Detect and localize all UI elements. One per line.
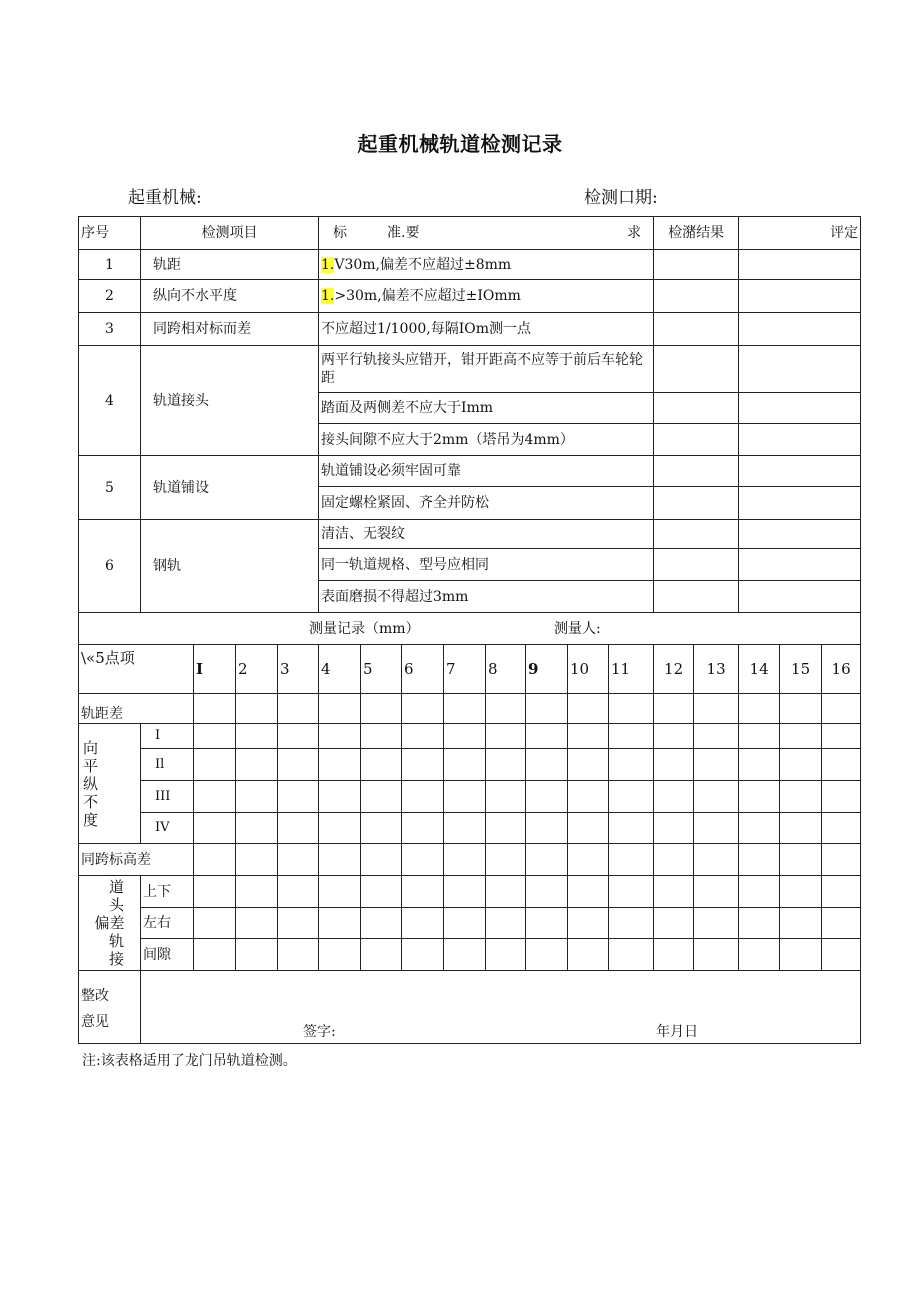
data-cell[interactable]	[526, 813, 568, 844]
span-diff-label: 同跨标高差	[79, 844, 194, 876]
point-header: 15	[780, 645, 822, 694]
rating-cell[interactable]	[739, 280, 861, 313]
data-cell[interactable]	[444, 939, 486, 971]
points-corner-label: \«5点项	[79, 645, 194, 694]
rectify-row	[79, 971, 861, 1044]
point-header: I	[194, 645, 236, 694]
point-header: 16	[822, 645, 861, 694]
data-cell[interactable]	[402, 749, 444, 781]
rating-cell[interactable]	[739, 393, 861, 424]
data-cell[interactable]	[361, 781, 402, 813]
col-standard-header	[319, 217, 654, 250]
result-cell[interactable]	[654, 313, 739, 346]
data-cell[interactable]	[780, 749, 822, 781]
measure-title-row	[79, 613, 861, 645]
joint-label-char: 轨	[108, 932, 124, 950]
data-cell[interactable]	[609, 781, 654, 813]
data-cell[interactable]	[486, 749, 526, 781]
row-standard: 轨道铺设必须牢固可靠	[319, 456, 654, 487]
gauge-diff-label: 轨距差	[79, 694, 194, 724]
point-header: 6	[402, 645, 444, 694]
data-cell[interactable]	[654, 844, 694, 876]
data-cell[interactable]	[194, 876, 236, 908]
data-cell[interactable]	[194, 724, 236, 749]
data-cell[interactable]	[402, 876, 444, 908]
level-label-char: 不	[83, 792, 99, 811]
data-cell[interactable]	[822, 939, 861, 971]
data-cell[interactable]	[526, 694, 568, 724]
data-cell[interactable]	[486, 694, 526, 724]
data-cell[interactable]	[361, 844, 402, 876]
level-sub-label: IV	[141, 813, 194, 844]
point-header: 12	[654, 645, 694, 694]
data-cell[interactable]	[609, 724, 654, 749]
data-cell[interactable]	[780, 844, 822, 876]
data-cell[interactable]	[278, 749, 319, 781]
data-cell[interactable]	[402, 781, 444, 813]
rating-cell[interactable]	[739, 424, 861, 456]
data-cell[interactable]	[694, 876, 739, 908]
data-cell[interactable]	[278, 844, 319, 876]
data-cell[interactable]	[278, 876, 319, 908]
sign-label: 签字:	[303, 1024, 336, 1040]
gauge-diff-row	[79, 694, 861, 724]
level-row	[79, 781, 861, 813]
data-cell[interactable]	[609, 749, 654, 781]
data-cell[interactable]	[402, 813, 444, 844]
point-header: 2	[236, 645, 278, 694]
row-standard: 两平行轨接头应错开，钳开距高不应等于前后车轮轮距	[319, 346, 654, 393]
data-cell[interactable]	[486, 724, 526, 749]
row-standard: 固定螺栓紧固、齐全并防松	[319, 487, 654, 520]
data-cell[interactable]	[402, 844, 444, 876]
data-cell[interactable]	[739, 749, 780, 781]
data-cell[interactable]	[568, 749, 609, 781]
data-cell[interactable]	[278, 781, 319, 813]
row-no: 1	[79, 250, 141, 280]
row-standard: 清洁、无裂纹	[319, 520, 654, 549]
data-cell[interactable]	[402, 724, 444, 749]
std-header-a: 标	[333, 225, 347, 241]
joint-row	[79, 908, 861, 939]
rating-cell[interactable]	[739, 487, 861, 520]
row-no: 5	[79, 456, 141, 520]
data-cell[interactable]	[654, 781, 694, 813]
highlight-mark: 1.	[321, 256, 335, 273]
data-cell[interactable]	[822, 749, 861, 781]
data-cell[interactable]	[319, 694, 361, 724]
data-cell[interactable]	[822, 724, 861, 749]
data-cell[interactable]	[236, 694, 278, 724]
data-cell[interactable]	[402, 939, 444, 971]
data-cell[interactable]	[654, 939, 694, 971]
data-cell[interactable]	[780, 724, 822, 749]
data-cell[interactable]	[236, 781, 278, 813]
data-cell[interactable]	[194, 813, 236, 844]
data-cell[interactable]	[486, 844, 526, 876]
data-cell[interactable]	[319, 876, 361, 908]
rectify-label-line: 意见	[81, 1014, 109, 1030]
result-cell[interactable]	[654, 456, 739, 487]
data-cell[interactable]	[609, 694, 654, 724]
data-cell[interactable]	[236, 749, 278, 781]
data-cell[interactable]	[654, 724, 694, 749]
data-cell[interactable]	[361, 694, 402, 724]
level-label-char: 平	[83, 756, 99, 775]
joint-sub-label: 左右	[141, 908, 194, 939]
point-header: 4	[319, 645, 361, 694]
data-cell[interactable]	[739, 694, 780, 724]
measure-person-label: 测量人:	[554, 620, 601, 637]
data-cell[interactable]	[654, 908, 694, 939]
data-cell[interactable]	[526, 724, 568, 749]
data-cell[interactable]	[278, 694, 319, 724]
data-cell[interactable]	[444, 813, 486, 844]
level-row	[79, 724, 861, 749]
row-item: 同跨相对标而差	[141, 313, 319, 346]
data-cell[interactable]	[444, 844, 486, 876]
level-row	[79, 749, 861, 781]
data-cell[interactable]	[444, 908, 486, 939]
data-cell[interactable]	[444, 694, 486, 724]
data-cell[interactable]	[236, 908, 278, 939]
data-cell[interactable]	[822, 844, 861, 876]
row-no: 4	[79, 346, 141, 456]
table-row	[79, 280, 861, 313]
footer-note: 注:该表格适用了龙门吊轨道检测。	[82, 1053, 297, 1069]
data-cell[interactable]	[739, 781, 780, 813]
joint-label-char: 头	[108, 896, 124, 914]
data-cell[interactable]	[194, 908, 236, 939]
col-item-header: 检测项目	[141, 217, 319, 250]
date-fields: 年月日	[656, 1024, 699, 1040]
data-cell[interactable]	[568, 724, 609, 749]
level-label-char: 度	[83, 810, 99, 829]
data-cell[interactable]	[654, 876, 694, 908]
result-cell[interactable]	[654, 520, 739, 549]
data-cell[interactable]	[694, 813, 739, 844]
col-result-header: 检潴结果	[654, 217, 739, 250]
point-header: 9	[526, 645, 568, 694]
data-cell[interactable]	[694, 939, 739, 971]
data-cell[interactable]	[780, 939, 822, 971]
inspection-table	[78, 216, 861, 1044]
point-header: 13	[694, 645, 739, 694]
data-cell[interactable]	[194, 694, 236, 724]
row-no: 2	[79, 280, 141, 313]
data-cell[interactable]	[361, 876, 402, 908]
data-cell[interactable]	[568, 694, 609, 724]
data-cell[interactable]	[568, 876, 609, 908]
data-cell[interactable]	[694, 908, 739, 939]
result-cell[interactable]	[654, 280, 739, 313]
point-header: 8	[486, 645, 526, 694]
data-cell[interactable]	[780, 694, 822, 724]
data-cell[interactable]	[194, 844, 236, 876]
data-cell[interactable]	[822, 908, 861, 939]
data-cell[interactable]	[402, 694, 444, 724]
data-cell[interactable]	[236, 724, 278, 749]
table-row	[79, 250, 861, 280]
data-cell[interactable]	[361, 908, 402, 939]
data-cell[interactable]	[194, 939, 236, 971]
data-cell[interactable]	[526, 844, 568, 876]
point-header: 3	[278, 645, 319, 694]
data-cell[interactable]	[654, 694, 694, 724]
data-cell[interactable]	[236, 844, 278, 876]
joint-label-char: 接	[108, 950, 124, 968]
data-cell[interactable]	[236, 813, 278, 844]
data-cell[interactable]	[694, 724, 739, 749]
joint-label-char: 偏差	[94, 914, 125, 932]
data-cell[interactable]	[780, 876, 822, 908]
row-standard	[319, 250, 654, 280]
table-row	[79, 456, 861, 487]
span-diff-row	[79, 844, 861, 876]
rating-cell[interactable]	[739, 313, 861, 346]
data-cell[interactable]	[444, 749, 486, 781]
data-cell[interactable]	[319, 939, 361, 971]
data-cell[interactable]	[526, 939, 568, 971]
col-no-header: 序号	[79, 217, 141, 250]
data-cell[interactable]	[361, 724, 402, 749]
data-cell[interactable]	[568, 813, 609, 844]
result-cell[interactable]	[654, 581, 739, 613]
data-cell[interactable]	[609, 813, 654, 844]
row-standard: 表面磨损不得超过3mm	[319, 581, 654, 613]
data-cell[interactable]	[780, 813, 822, 844]
joint-sub-label: 间隙	[141, 939, 194, 971]
data-cell[interactable]	[609, 876, 654, 908]
result-cell[interactable]	[654, 424, 739, 456]
std-header-c: 求	[627, 225, 642, 241]
level-sub-label: I	[141, 724, 194, 749]
table-header-row	[79, 217, 861, 250]
level-label-char: 向	[83, 738, 99, 757]
data-cell[interactable]	[361, 813, 402, 844]
data-cell[interactable]	[694, 844, 739, 876]
row-standard: 踏面及两侧差不应大于Imm	[319, 393, 654, 424]
data-cell[interactable]	[609, 939, 654, 971]
level-sub-label: III	[141, 781, 194, 813]
data-cell[interactable]	[278, 813, 319, 844]
data-cell[interactable]	[694, 749, 739, 781]
data-cell[interactable]	[278, 939, 319, 971]
data-cell[interactable]	[194, 749, 236, 781]
data-cell[interactable]	[568, 908, 609, 939]
data-cell[interactable]	[526, 781, 568, 813]
data-cell[interactable]	[739, 908, 780, 939]
joint-row	[79, 876, 861, 908]
data-cell[interactable]	[822, 694, 861, 724]
result-cell[interactable]	[654, 549, 739, 581]
col-rating-header: 评定	[739, 217, 861, 250]
joint-label-char: 道	[108, 878, 124, 896]
data-cell[interactable]	[568, 781, 609, 813]
data-cell[interactable]	[739, 813, 780, 844]
data-cell[interactable]	[822, 813, 861, 844]
table-row	[79, 346, 861, 393]
data-cell[interactable]	[739, 724, 780, 749]
rating-cell[interactable]	[739, 250, 861, 280]
data-cell[interactable]	[739, 844, 780, 876]
data-cell[interactable]	[654, 813, 694, 844]
data-cell[interactable]	[486, 939, 526, 971]
row-no: 6	[79, 520, 141, 613]
data-cell[interactable]	[568, 939, 609, 971]
rating-cell[interactable]	[739, 581, 861, 613]
data-cell[interactable]	[609, 908, 654, 939]
rectify-label-line: 整改	[81, 988, 109, 1004]
point-header: 7	[444, 645, 486, 694]
point-header: 5	[361, 645, 402, 694]
point-header: 11	[609, 645, 654, 694]
row-item: 纵向不水平度	[141, 280, 319, 313]
row-standard: 同一轨道规格、型号应相同	[319, 549, 654, 581]
data-cell[interactable]	[402, 908, 444, 939]
rating-cell[interactable]	[739, 520, 861, 549]
data-cell[interactable]	[694, 781, 739, 813]
data-cell[interactable]	[319, 908, 361, 939]
data-cell[interactable]	[319, 844, 361, 876]
data-cell[interactable]	[361, 939, 402, 971]
point-header: 14	[739, 645, 780, 694]
level-label-char: 纵	[83, 774, 99, 793]
data-cell[interactable]	[526, 876, 568, 908]
rating-cell[interactable]	[739, 456, 861, 487]
data-cell[interactable]	[319, 724, 361, 749]
data-cell[interactable]	[361, 749, 402, 781]
result-cell[interactable]	[654, 393, 739, 424]
rectify-label	[79, 971, 141, 1044]
date-label: 检测口期:	[584, 188, 658, 208]
row-no: 3	[79, 313, 141, 346]
data-cell[interactable]	[278, 908, 319, 939]
data-cell[interactable]	[822, 781, 861, 813]
rating-cell[interactable]	[739, 549, 861, 581]
row-item: 钢轨	[141, 520, 319, 613]
level-sub-label: Il	[141, 749, 194, 781]
joint-row	[79, 939, 861, 971]
rectify-cell[interactable]	[141, 971, 861, 1044]
result-cell[interactable]	[654, 487, 739, 520]
data-cell[interactable]	[780, 908, 822, 939]
std-header-b: 准.要	[387, 225, 420, 241]
data-cell[interactable]	[486, 908, 526, 939]
data-cell[interactable]	[526, 749, 568, 781]
standard-text: >30m,偏差不应超过±IOmm	[334, 288, 521, 304]
row-item: 轨道铺设	[141, 456, 319, 520]
measure-title-cell	[79, 613, 861, 645]
result-cell[interactable]	[654, 250, 739, 280]
result-cell[interactable]	[654, 346, 739, 393]
level-row	[79, 813, 861, 844]
crane-label: 起重机械:	[128, 188, 202, 208]
level-group-label	[79, 724, 141, 844]
point-header: 10	[568, 645, 609, 694]
measure-title: 测量记录（mm）	[309, 620, 420, 637]
data-cell[interactable]	[444, 724, 486, 749]
rating-cell[interactable]	[739, 346, 861, 393]
page-title: 起重机械轨道检测记录	[357, 132, 563, 156]
data-cell[interactable]	[486, 876, 526, 908]
data-cell[interactable]	[444, 781, 486, 813]
row-standard	[319, 280, 654, 313]
standard-text: V30m,偏差不应超过±8mm	[334, 256, 512, 273]
data-cell[interactable]	[444, 876, 486, 908]
joint-group-label	[79, 876, 141, 971]
data-cell[interactable]	[319, 781, 361, 813]
data-cell[interactable]	[486, 813, 526, 844]
table-row	[79, 520, 861, 549]
data-cell[interactable]	[319, 813, 361, 844]
data-cell[interactable]	[568, 844, 609, 876]
data-cell[interactable]	[194, 781, 236, 813]
data-cell[interactable]	[780, 781, 822, 813]
row-standard: 不应超过1/1000,每隔IOm测一点	[319, 313, 654, 346]
joint-sub-label: 上下	[141, 876, 194, 908]
data-cell[interactable]	[694, 694, 739, 724]
row-item: 轨距	[141, 250, 319, 280]
row-standard: 接头间隙不应大于2mm（塔吊为4mm）	[319, 424, 654, 456]
data-cell[interactable]	[319, 749, 361, 781]
data-cell[interactable]	[822, 876, 861, 908]
table-row	[79, 313, 861, 346]
data-cell[interactable]	[739, 876, 780, 908]
data-cell[interactable]	[526, 908, 568, 939]
data-cell[interactable]	[739, 939, 780, 971]
data-cell[interactable]	[236, 876, 278, 908]
data-cell[interactable]	[486, 781, 526, 813]
points-header-row	[79, 645, 861, 694]
data-cell[interactable]	[609, 844, 654, 876]
data-cell[interactable]	[278, 724, 319, 749]
row-item: 轨道接头	[141, 346, 319, 456]
highlight-mark: 1.	[321, 288, 335, 304]
data-cell[interactable]	[654, 749, 694, 781]
data-cell[interactable]	[236, 939, 278, 971]
